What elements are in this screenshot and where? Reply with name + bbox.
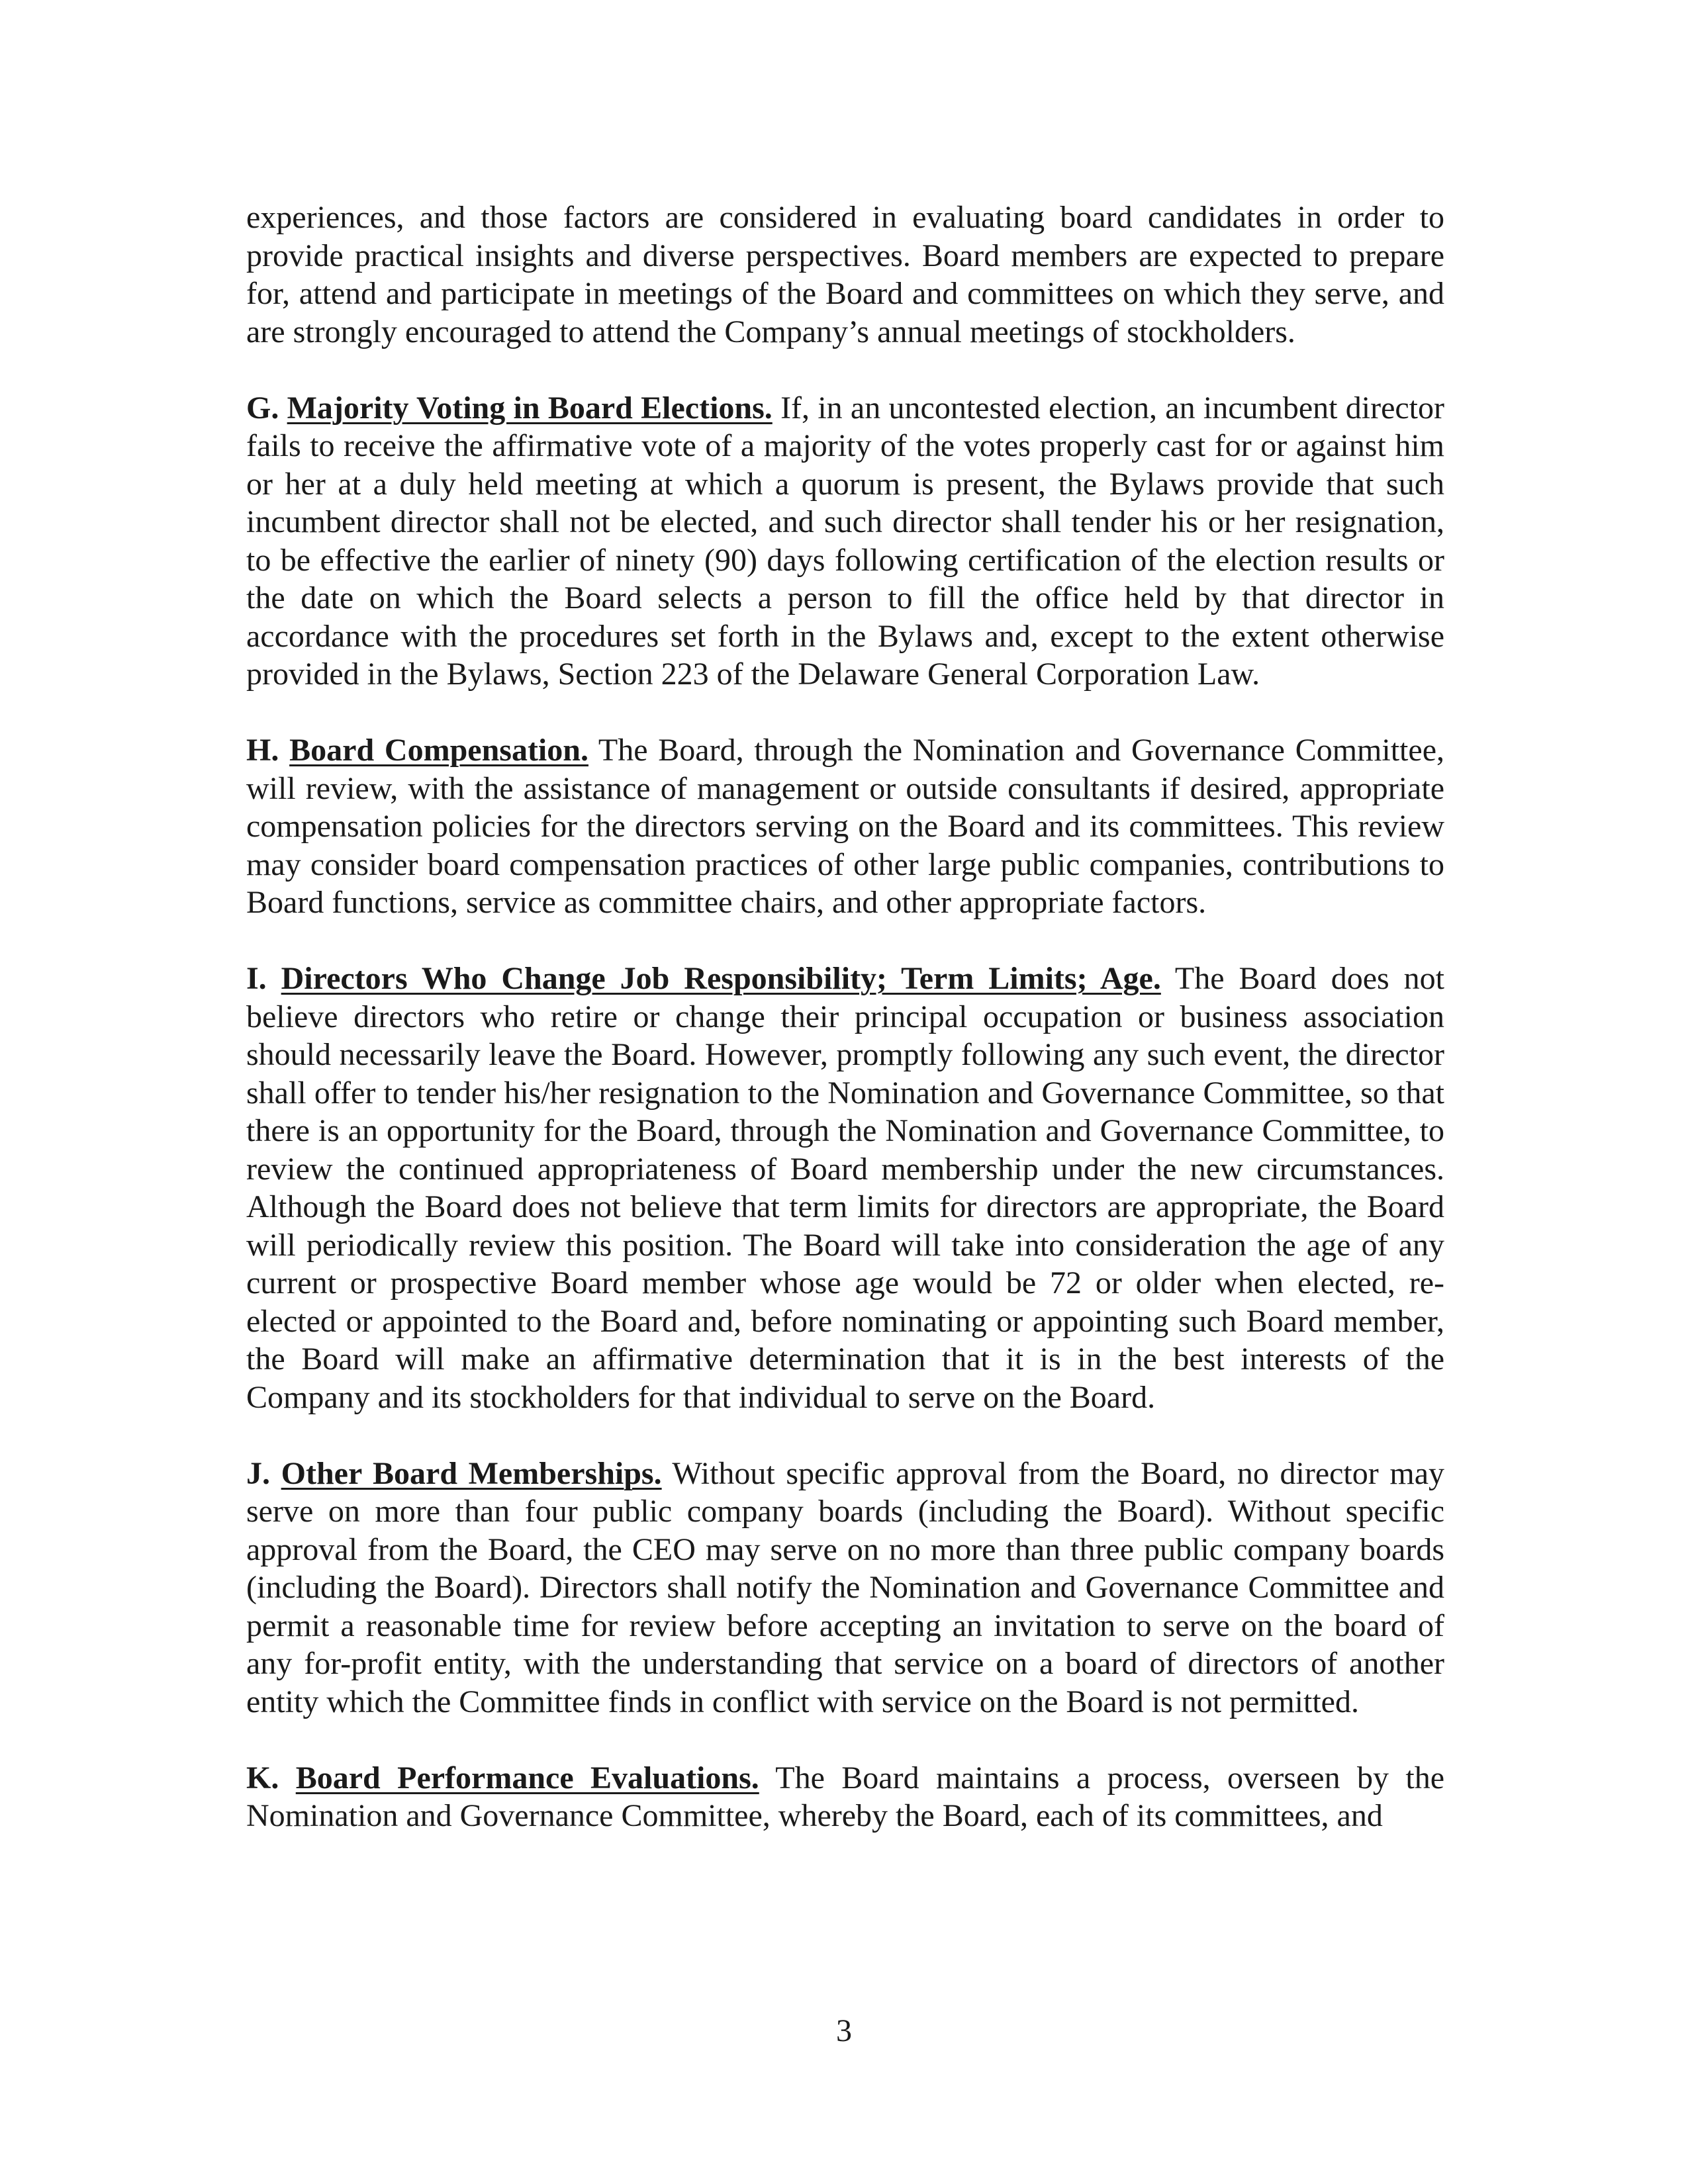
section-k (246, 1759, 1444, 1835)
section-label: I. (246, 961, 267, 996)
section-label: G. (246, 390, 279, 426)
document-body (246, 199, 1444, 1835)
section-label: K. (246, 1760, 279, 1796)
section-title: Directors Who Change Job Responsibility; Term Limits; Age. (281, 961, 1161, 996)
intro-paragraph: experiences, and those factors are considered in evaluating board candidates in order to provide practical insights and diverse perspectives. Board members are expected to prepare for, attend and participate in meetings of the Board and committees on which they serve, and are strongly encouraged to attend the Company’s annual meetings of stockholders. (246, 200, 1444, 349)
section-h (246, 731, 1444, 922)
section-body: If, in an uncontested election, an incumbent director fails to receive the affirmative vote of a majority of the votes properly cast for or against him or her at a duly held meeting at which a quorum is present, the Bylaws provide that such incumbent director shall not be elected, and such director shall tender his or her resignation, to be effective the earlier of ninety (90) days following certification of the election results or the date on which the Board selects a person to fill the office held by that director in accordance with the procedures set forth in the Bylaws and, except to the extent otherwise provided in the Bylaws, Section 223 of the Delaware General Corporation Law. (246, 390, 1444, 692)
section-body: Without specific approval from the Board, no director may serve on more than four public company boards (including the Board). Without specific approval from the Board, the CEO may serve on no more than three public company boards (including the Board). Directors shall notify the Nomination and Governance Committee and permit a reasonable time for review before accepting an invitation to serve on the board of any for-profit entity, with the understanding that service on a board of directors of another entity which the Committee finds in conflict with service on the Board is not permitted. (246, 1455, 1445, 1719)
section-i (246, 960, 1444, 1416)
section-j (246, 1455, 1444, 1721)
page-number: 3 (836, 2013, 852, 2048)
section-body: The Board, through the Nomination and Governance Committee, will review, with the assistance of management or outside consultants if desired, appropriate compensation policies for the directors serving on the Board and its committees. This review may consider board compensation practices of other large public companies, contributions to Board functions, service as committee chairs, and other appropriate factors. (246, 733, 1445, 920)
section-g (246, 389, 1444, 694)
section-title: Other Board Memberships. (281, 1455, 662, 1491)
section-body: The Board does not believe directors who retire or change their principal occupation or business association should necessarily leave the Board. However, promptly following any such event, the director shall offer to tender his/her resignation to the Nomination and Governance Committee, so that there is an opportunity for the Board, through the Nomination and Governance Committee, to review the continued appropriateness of Board membership under the new circumstances. Although the Board does not believe that term limits for directors are appropriate, the Board will periodically review this position. The Board will take into consideration the age of any current or prospective Board member whose age would be 72 or older when elected, re-elected or appointed to the Board and, before nominating or appointing such Board member, the Board will make an affirmative determination that it is in the best interests of the Company and its stockholders for that individual to serve on the Board. (246, 961, 1445, 1415)
section-title: Majority Voting in Board Elections. (287, 390, 773, 426)
section-label: J. (246, 1455, 270, 1491)
section-title: Board Performance Evaluations. (295, 1760, 759, 1796)
section-title: Board Compensation. (289, 733, 588, 768)
section-label: H. (246, 733, 279, 768)
section-body: The Board maintains a process, overseen by the Nomination and Governance Committee, whereby the Board, each of its committees, and (246, 1760, 1444, 1833)
